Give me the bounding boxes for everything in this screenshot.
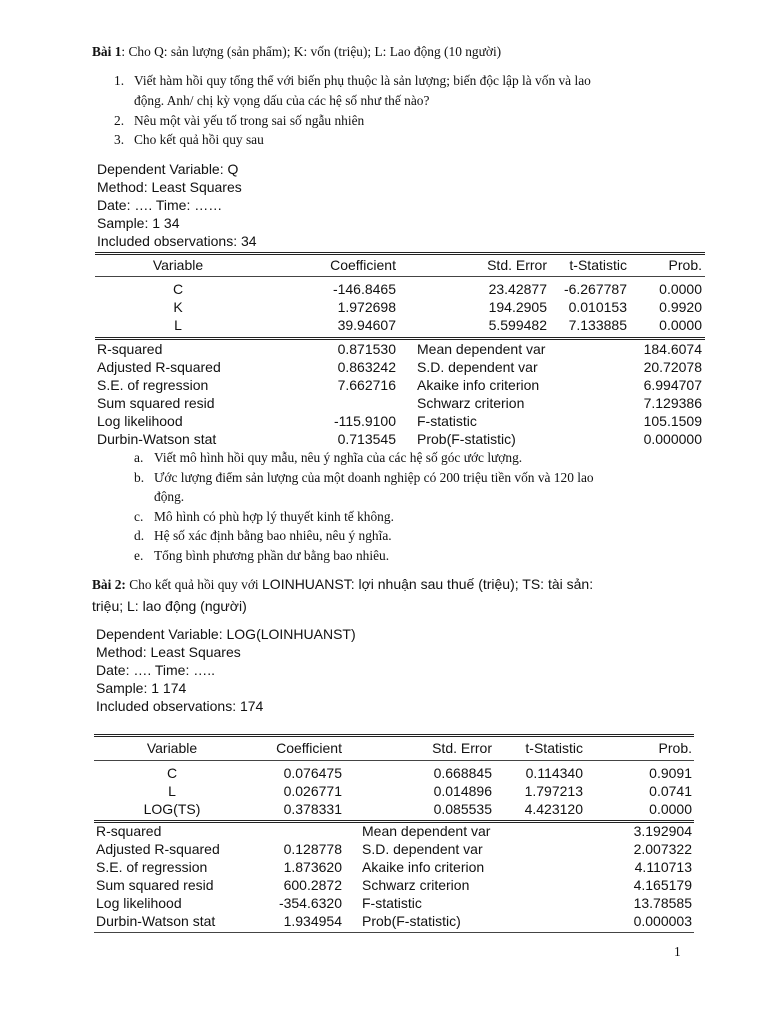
table-cell: 23.42877 — [488, 281, 547, 297]
stat-label: Mean dependent var — [362, 823, 491, 839]
stat-label: Durbin-Watson stat — [96, 913, 216, 929]
bai2-intro: Cho kết quả hồi quy với — [125, 577, 263, 592]
table-cell: 0.085535 — [433, 801, 492, 817]
stat-value: 1.934954 — [283, 913, 342, 929]
subquestion-text: Mô hình có phù hợp lý thuyết kinh tế không. — [154, 509, 394, 524]
stat-value: 600.2872 — [283, 877, 342, 893]
header-line: Date: …. Time: …… — [97, 197, 223, 213]
table-cell: 0.0000 — [649, 801, 692, 817]
header-line: Method: Least Squares — [97, 179, 242, 195]
stat-label: Log likelihood — [96, 895, 182, 911]
bai1-label: Bài 1 — [92, 44, 122, 59]
bai2-title — [92, 576, 593, 594]
stat-value: 0.713545 — [337, 431, 396, 447]
table-cell: 7.133885 — [568, 317, 627, 333]
question-num: 2. — [114, 113, 125, 128]
table-cell: K — [173, 299, 183, 315]
table-cell: 0.026771 — [283, 783, 342, 799]
subquestion-text: Ước lượng điểm sản lượng của một doanh nghiệp có 200 triệu tiền vốn và 120 lao — [154, 470, 594, 485]
stat-value: 184.6074 — [643, 341, 702, 357]
question-num: 3. — [114, 132, 125, 147]
header-line: Sample: 1 34 — [97, 215, 180, 231]
table-cell: 0.014896 — [433, 783, 492, 799]
stat-label: Adjusted R-squared — [96, 841, 220, 857]
col-header: t-Statistic — [569, 257, 627, 273]
stat-label: Durbin-Watson stat — [97, 431, 217, 447]
table-cell: 39.94607 — [337, 317, 396, 333]
header-line: Date: …. Time: ….. — [96, 662, 216, 678]
stat-label: Akaike info criterion — [417, 377, 540, 393]
subquestion-num: b. — [134, 470, 145, 485]
table-cell: 0.378331 — [283, 801, 342, 817]
stat-value: 0.000000 — [643, 431, 702, 447]
table-cell: 0.9920 — [659, 299, 702, 315]
stat-label: Schwarz criterion — [417, 395, 525, 411]
stat-label: Schwarz criterion — [362, 877, 470, 893]
stat-value: 2.007322 — [633, 841, 692, 857]
col-header: Prob. — [668, 257, 702, 273]
table-cell: C — [172, 281, 184, 297]
stat-value: 4.110713 — [634, 859, 692, 875]
table-cell: 5.599482 — [488, 317, 547, 333]
table-cell: L — [174, 317, 182, 333]
header-line: Dependent Variable: Q — [97, 161, 239, 177]
subquestion-num: c. — [134, 509, 144, 524]
question-text: Viết hàm hồi quy tổng thể với biến phụ thuộc là sản lượng; biến độc lập là vốn và lao — [134, 73, 591, 88]
question-num: 1. — [114, 73, 125, 88]
subquestion-text: động. — [154, 489, 185, 504]
subquestion-text: Hệ số xác định bằng bao nhiêu, nêu ý nghĩa. — [154, 528, 392, 543]
col-header: Coefficient — [330, 257, 396, 273]
stat-label: S.D. dependent var — [417, 359, 538, 375]
header-line: Included observations: 34 — [97, 233, 257, 249]
col-header: Std. Error — [432, 740, 492, 756]
table-rule — [95, 276, 705, 277]
stat-value: 20.72078 — [643, 359, 702, 375]
table-cell: -6.267787 — [563, 281, 627, 297]
stat-label: Adjusted R-squared — [97, 359, 221, 375]
table-cell: 0.114340 — [525, 765, 583, 781]
stat-value: -115.9100 — [333, 413, 396, 429]
stat-label: Sum squared resid — [97, 395, 215, 411]
col-header: Std. Error — [487, 257, 547, 273]
table-cell: 0.668845 — [433, 765, 492, 781]
stat-value: 6.994707 — [643, 377, 702, 393]
stat-label: Prob(F-statistic) — [362, 913, 461, 929]
table-cell: 1.972698 — [337, 299, 396, 315]
table-cell: 1.797213 — [524, 783, 583, 799]
subquestion-num: a. — [134, 450, 144, 465]
subquestion-num: d. — [134, 528, 145, 543]
stat-value: 7.129386 — [643, 395, 702, 411]
table-rule — [95, 252, 705, 256]
stat-value: 0.128778 — [283, 841, 342, 857]
stat-label: S.E. of regression — [97, 377, 209, 393]
col-header: Variable — [152, 257, 204, 273]
header-line: Dependent Variable: LOG(LOINHUANST) — [96, 626, 356, 642]
stat-label: Akaike info criterion — [362, 859, 485, 875]
stat-value: 0.863242 — [337, 359, 396, 375]
stat-value: -354.6320 — [278, 895, 342, 911]
stat-value: 13.78585 — [633, 895, 692, 911]
stat-label: R-squared — [96, 823, 162, 839]
bai2-intro-line2: triệu; L: lao động (người) — [92, 598, 247, 614]
table-cell: 0.0000 — [659, 317, 702, 333]
subquestion-text: Viết mô hình hồi quy mẫu, nêu ý nghĩa của các hệ số góc ước lượng. — [154, 450, 523, 465]
stat-label: F-statistic — [362, 895, 422, 911]
stat-value: 0.871530 — [337, 341, 396, 357]
table-cell: 4.423120 — [524, 801, 583, 817]
stat-label: Log likelihood — [97, 413, 183, 429]
bai2-intro-vars: LOINHUANST: lợi nhuận sau thuế (triệu); TS: tài sản: — [262, 576, 594, 592]
header-line: Method: Least Squares — [96, 644, 241, 660]
header-line: Sample: 1 174 — [96, 680, 187, 696]
stat-label: F-statistic — [417, 413, 477, 429]
stat-value: 3.192904 — [633, 823, 692, 839]
header-line: Included observations: 174 — [96, 698, 264, 714]
question-text: Nêu một vài yếu tố trong sai số ngẫu nhiên — [134, 113, 365, 128]
table-cell: 0.010153 — [568, 299, 627, 315]
table-cell: -146.8465 — [332, 281, 396, 297]
stat-label: S.D. dependent var — [362, 841, 483, 857]
col-header: t-Statistic — [525, 740, 583, 756]
col-header: Coefficient — [276, 740, 342, 756]
table-cell: 0.0741 — [649, 783, 692, 799]
table-rule — [94, 734, 694, 738]
bai2-label: Bài 2: — [92, 577, 126, 592]
table-cell: C — [166, 765, 178, 781]
bai1-intro: : Cho Q: sản lượng (sản phẩm); K: vốn (triệu); L: Lao động (10 người) — [121, 44, 502, 59]
subquestion-text: Tổng bình phương phần dư bằng bao nhiêu. — [154, 548, 390, 563]
col-header: Variable — [146, 740, 198, 756]
col-header: Prob. — [658, 740, 692, 756]
stat-value: 1.873620 — [283, 859, 342, 875]
stat-value: 4.165179 — [633, 877, 692, 893]
table-cell: 194.2905 — [488, 299, 547, 315]
table-cell: L — [168, 783, 176, 799]
table-rule — [94, 932, 694, 933]
subquestion-num: e. — [134, 548, 144, 563]
stat-label: S.E. of regression — [96, 859, 208, 875]
question-text: động. Anh/ chị kỳ vọng dấu của các hệ số như thế nào? — [134, 93, 430, 108]
table-cell: LOG(TS) — [143, 801, 201, 817]
table-cell: 0.9091 — [649, 765, 692, 781]
table-rule — [94, 760, 694, 761]
bai1-title — [92, 44, 501, 60]
stat-value: 0.000003 — [633, 913, 692, 929]
stat-label: Mean dependent var — [417, 341, 546, 357]
stat-label: R-squared — [97, 341, 163, 357]
stat-label: Sum squared resid — [96, 877, 214, 893]
stat-value: 105.1509 — [643, 413, 702, 429]
question-text: Cho kết quả hồi quy sau — [134, 132, 264, 147]
stat-value: 7.662716 — [337, 377, 396, 393]
stat-label: Prob(F-statistic) — [417, 431, 516, 447]
page-number: 1 — [674, 944, 681, 959]
table-cell: 0.076475 — [283, 765, 342, 781]
table-cell: 0.0000 — [659, 281, 702, 297]
